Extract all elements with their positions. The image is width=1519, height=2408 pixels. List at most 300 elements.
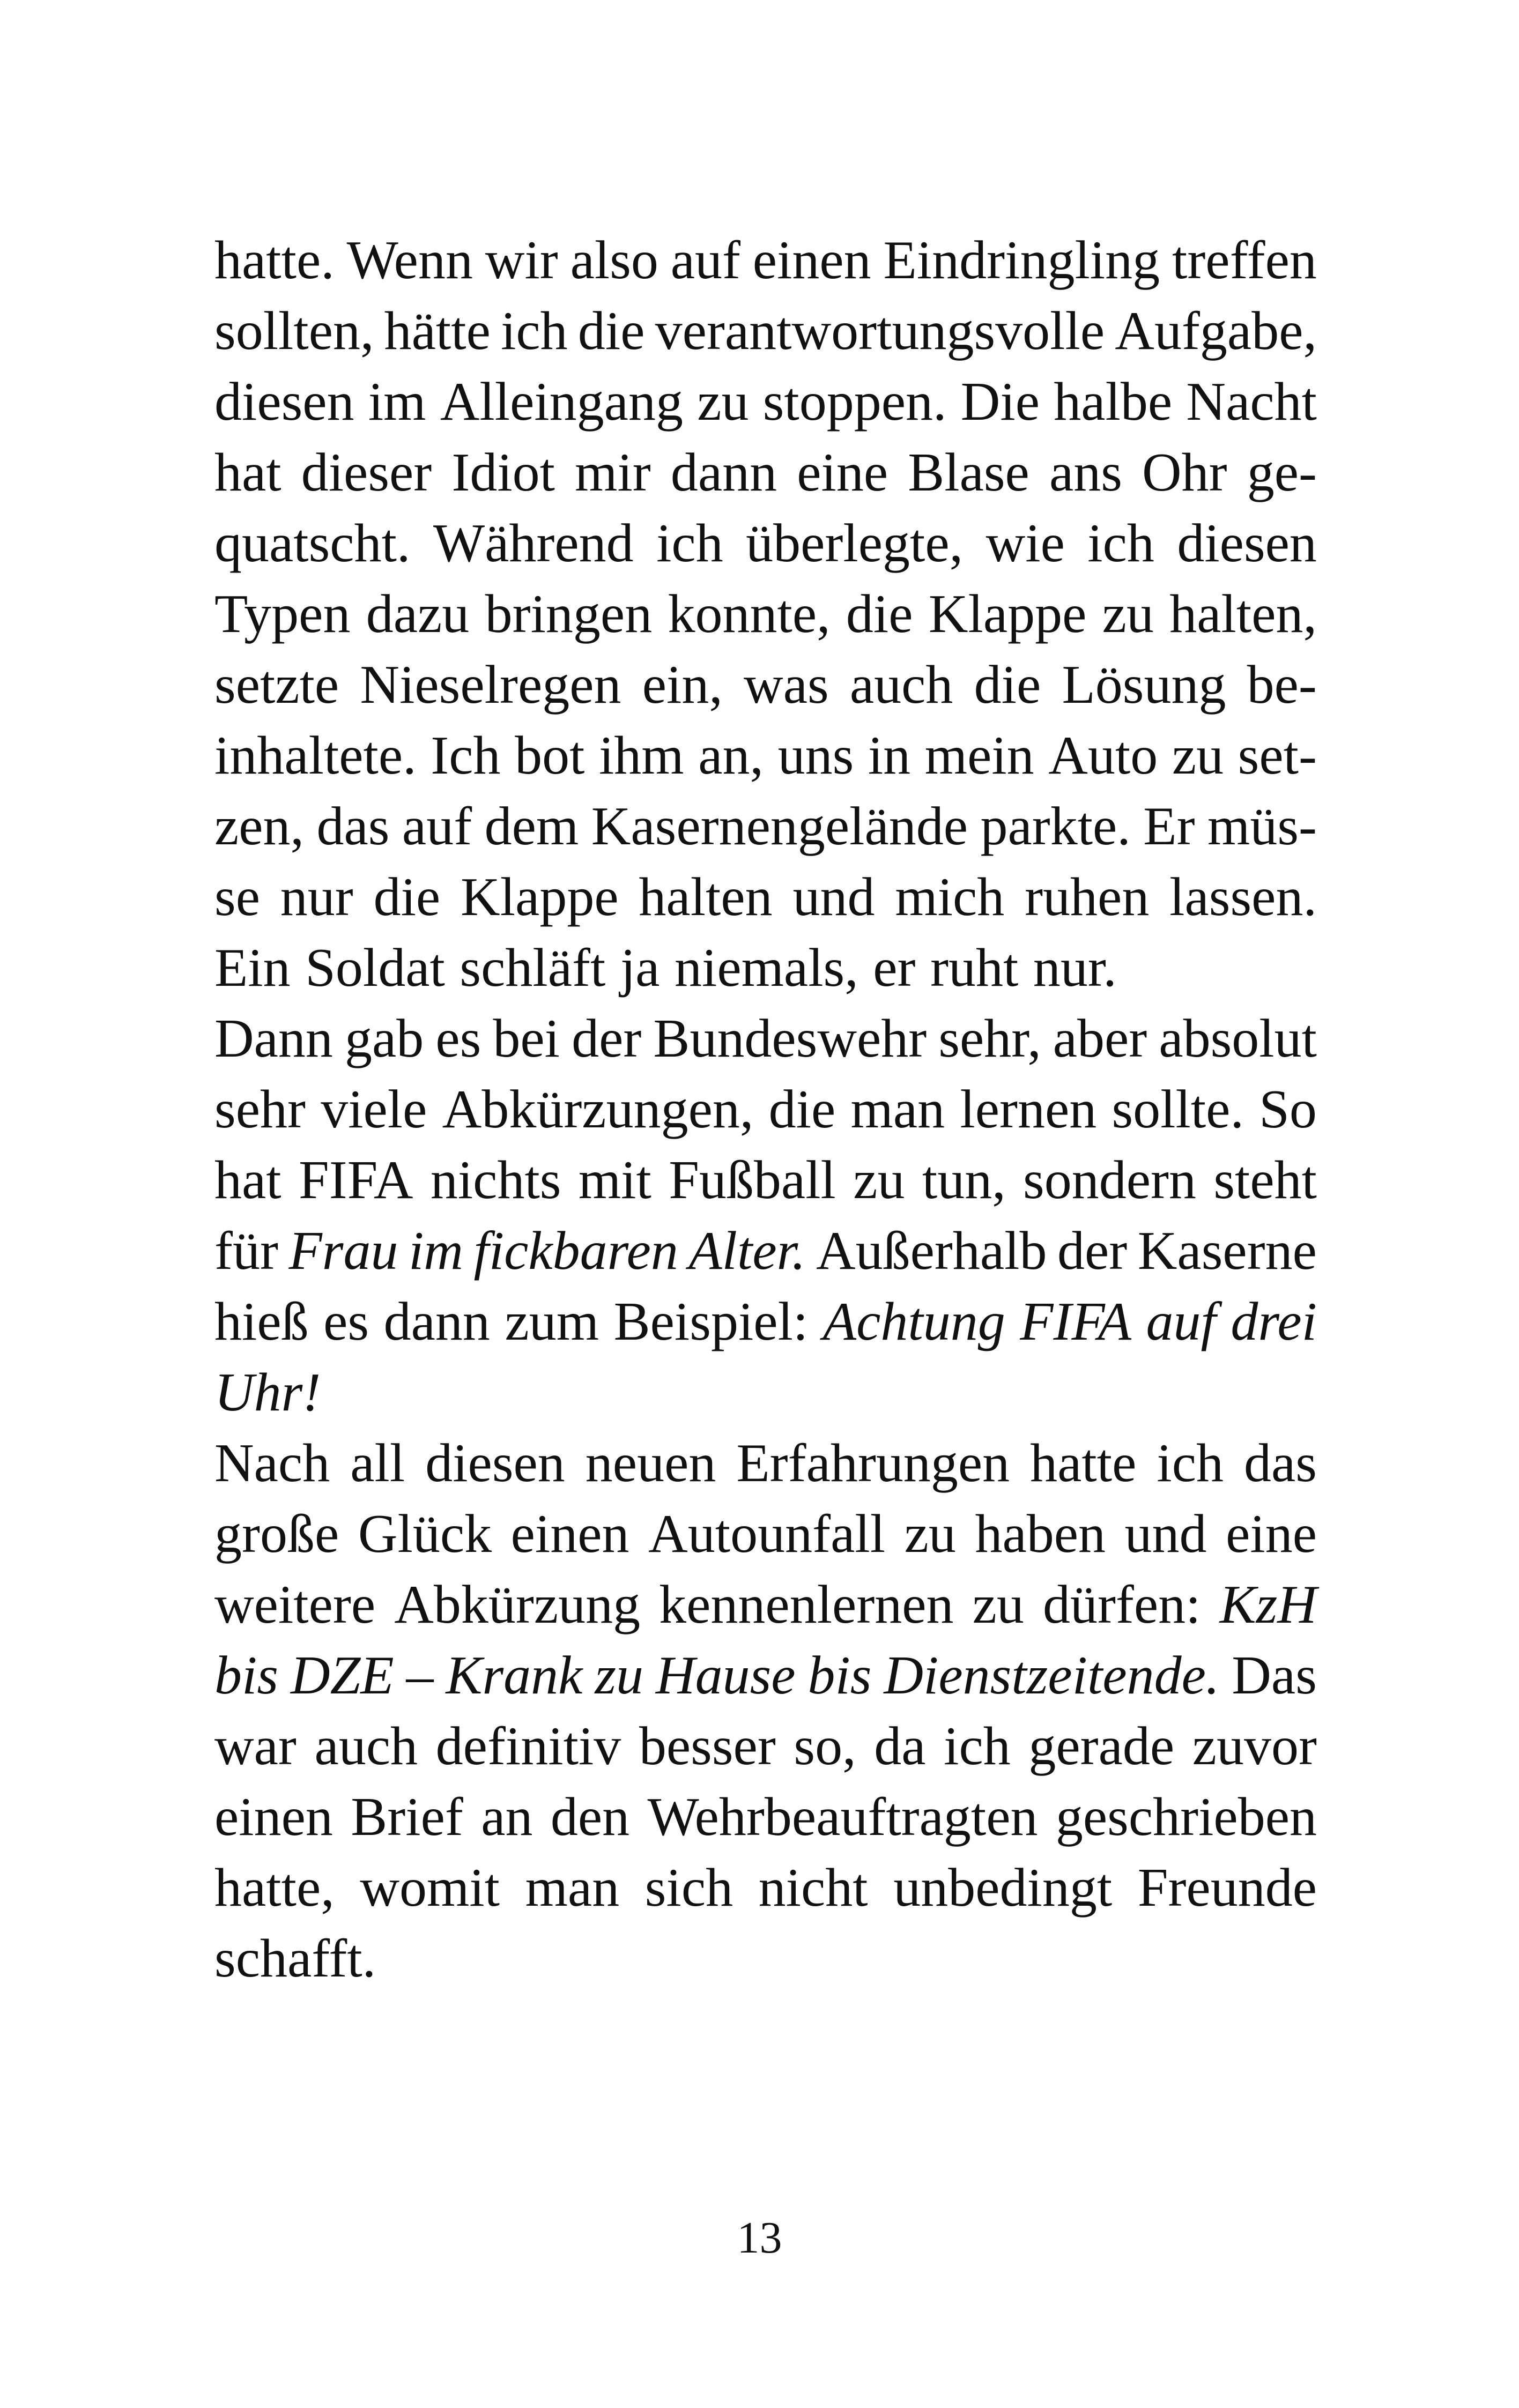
word [1048, 720, 1158, 791]
word-text: das [1244, 1433, 1317, 1493]
italic-word [446, 1640, 582, 1711]
word [908, 437, 1029, 508]
text-line [214, 508, 1317, 579]
word-text: setzte [214, 655, 339, 715]
word [214, 862, 260, 933]
word-text: er [873, 938, 916, 998]
word-text: aber [1053, 1008, 1147, 1069]
word [485, 579, 653, 650]
word-text: für [214, 1221, 278, 1281]
word-text: So [1259, 1079, 1317, 1140]
word [214, 579, 350, 650]
word [214, 1428, 330, 1499]
text-line [214, 1782, 1317, 1853]
word-text: be- [1247, 655, 1317, 715]
word-text: nichts [430, 1150, 561, 1210]
italic-word [1020, 1287, 1131, 1357]
word-text: lernen [960, 1079, 1097, 1140]
word-text: Während [433, 513, 634, 574]
word-text: halbe [1054, 371, 1173, 432]
word [575, 437, 651, 508]
word [816, 1216, 1047, 1287]
italic-word [288, 1216, 398, 1287]
word-text: Abkürzungen, [442, 1079, 754, 1140]
word [1142, 437, 1227, 508]
word [746, 508, 963, 579]
italic-word [214, 1640, 278, 1711]
word [374, 862, 441, 933]
word [675, 933, 858, 1004]
word-text: eine [1226, 1504, 1317, 1564]
word-text: Wehrbeauftragten [647, 1787, 1038, 1847]
word-text: gerade [1028, 1716, 1175, 1777]
word-text: schläft [460, 938, 606, 998]
word-text: Blase [908, 442, 1029, 503]
word-text: auf [670, 230, 740, 291]
word [698, 720, 764, 791]
word [1186, 367, 1317, 437]
word [930, 933, 1018, 1004]
word-text: so, [794, 1716, 856, 1777]
word-text: und [792, 867, 875, 927]
word-text: im [408, 1221, 463, 1281]
word [214, 1004, 333, 1074]
word-text: fickbaren [473, 1221, 678, 1281]
word [1112, 1074, 1243, 1145]
word-text: diesen [1177, 513, 1317, 574]
word-text: sollte. [1112, 1079, 1244, 1140]
word-text: überlegte, [746, 513, 964, 574]
word-text: große [214, 1504, 339, 1564]
word [1207, 791, 1317, 862]
word [366, 579, 470, 650]
word-text: diesen [425, 1433, 565, 1493]
word [461, 862, 619, 933]
word [214, 1287, 309, 1357]
word-text: zu [972, 1574, 1024, 1635]
word-text: Bundeswehr [653, 1008, 927, 1069]
word-text: hatte. [214, 230, 335, 291]
word [1028, 1711, 1174, 1782]
word-text: besser [639, 1716, 776, 1777]
word [759, 1853, 868, 1923]
word-text: an [481, 1787, 533, 1847]
word-text: Dann [214, 1008, 333, 1069]
word [1023, 1145, 1196, 1216]
word-text: zuvor [1192, 1716, 1317, 1777]
word-text: dann [670, 442, 777, 503]
word-suffix: . [792, 1221, 806, 1281]
word [433, 508, 634, 579]
word [578, 296, 645, 367]
word [1143, 791, 1195, 862]
word [792, 862, 875, 933]
text-line [214, 720, 1317, 791]
word [973, 1570, 1024, 1640]
italic-word [595, 1640, 643, 1711]
word-text: es [435, 1008, 481, 1069]
word-text: viele [321, 1079, 427, 1140]
word-text: zu [904, 1504, 956, 1564]
word-text: Nach [214, 1433, 330, 1493]
word [846, 579, 913, 650]
word-text: Wenn [346, 230, 473, 291]
word-text: hatte [1030, 1433, 1137, 1493]
word [895, 862, 1004, 933]
word-text: ein, [642, 655, 723, 715]
word-text: ja [620, 938, 660, 998]
word [1087, 508, 1154, 579]
word [1033, 933, 1117, 1004]
word-text: Das [1232, 1645, 1317, 1706]
word-text: verantwortungsvolle [655, 301, 1105, 361]
word-text: bringen [485, 584, 653, 644]
word [1138, 1216, 1317, 1287]
word-text: nur. [1033, 938, 1117, 998]
word-text: müs- [1207, 796, 1317, 857]
word-text: zu [595, 1645, 644, 1706]
word-text: es [323, 1291, 369, 1352]
word [744, 650, 829, 720]
word [1053, 1004, 1147, 1074]
word [639, 862, 772, 933]
word-text: der [1057, 1221, 1128, 1281]
word [1259, 1074, 1317, 1145]
word [944, 1711, 1011, 1782]
word [868, 720, 910, 791]
word [214, 367, 354, 437]
word [975, 1499, 1106, 1570]
word [659, 1570, 953, 1640]
word [360, 650, 621, 720]
word-text: Typen [214, 584, 351, 644]
word [511, 1499, 629, 1570]
word-text: halten [639, 867, 773, 927]
word [591, 791, 968, 862]
word [214, 1145, 281, 1216]
word-text: im [368, 371, 426, 432]
word [645, 1853, 733, 1923]
word-text: Ich [431, 725, 501, 786]
word-text: auf [402, 796, 472, 857]
word-text: Uhr! [214, 1362, 321, 1423]
word [655, 296, 1105, 367]
word [551, 1782, 629, 1853]
word [1054, 367, 1172, 437]
word [1025, 862, 1149, 933]
word [214, 791, 304, 862]
word [1226, 1499, 1317, 1570]
word [929, 579, 1087, 650]
word [214, 650, 339, 720]
word [358, 1499, 492, 1570]
word [425, 1428, 565, 1499]
word [671, 225, 740, 296]
word [736, 1428, 1010, 1499]
word-text: ich [944, 1716, 1011, 1777]
text-line [214, 225, 1317, 296]
word-text: stoppen. [762, 371, 947, 432]
word [214, 1216, 278, 1287]
word-text: Lösung [1062, 655, 1226, 715]
word-text: Krank [446, 1645, 583, 1706]
word-text: dürfen: [1042, 1574, 1201, 1635]
word-text: Klappe [461, 867, 619, 927]
word [402, 791, 472, 862]
word-text: hatte, [214, 1857, 335, 1918]
word-text: Die [960, 371, 1040, 432]
word-text: KzH [1219, 1574, 1317, 1635]
word-text: inhaltete. [214, 725, 417, 786]
word-text: neuen [585, 1433, 716, 1493]
word-text: drei [1231, 1291, 1317, 1352]
text-line [214, 1357, 1317, 1428]
word [647, 1782, 1038, 1853]
word [214, 1923, 376, 1994]
word [305, 933, 445, 1004]
word-text: wir [485, 230, 558, 291]
word-text: das [316, 796, 390, 857]
word-text: auch [314, 1716, 418, 1777]
word [986, 508, 1065, 579]
word-text: unbedingt [893, 1857, 1113, 1918]
word-text: der [572, 1008, 642, 1069]
word-text: den [550, 1787, 630, 1847]
text-line [214, 1287, 1317, 1357]
word-text: definitiv [435, 1716, 621, 1777]
text-line [214, 1216, 1317, 1287]
word-text: nur [280, 867, 353, 927]
word [350, 1428, 405, 1499]
word-text: absolut [1159, 1008, 1317, 1069]
word [515, 720, 584, 791]
word-text: Fußball [669, 1150, 836, 1210]
word-text: war [214, 1716, 297, 1777]
word-text: Alleingang [440, 371, 683, 432]
text-line [214, 1004, 1317, 1074]
word [431, 1145, 561, 1216]
word [436, 1711, 621, 1782]
word [763, 367, 947, 437]
word-text: zu [697, 371, 749, 432]
word [1192, 1711, 1317, 1782]
word [493, 1004, 560, 1074]
word [1102, 579, 1154, 650]
word-text: weitere [214, 1574, 376, 1635]
italic-word [688, 1216, 805, 1287]
italic-word [656, 1640, 796, 1711]
text-line [214, 296, 1317, 367]
word-text: Außerhalb [816, 1221, 1047, 1281]
word-text: sehr [214, 1079, 306, 1140]
word [905, 1499, 956, 1570]
word-text: Auto [1048, 725, 1158, 786]
word-text: set- [1238, 725, 1317, 786]
word-text: einen [752, 230, 871, 291]
word [214, 508, 410, 579]
word-text: Achtung [823, 1291, 1005, 1352]
word [1169, 862, 1317, 933]
word-text: mir [575, 442, 651, 503]
word [301, 437, 432, 508]
text-line [214, 933, 1317, 1004]
word-text: ans [1049, 442, 1122, 503]
word [648, 1499, 885, 1570]
word-text: ruhen [1025, 867, 1150, 927]
word [1244, 1428, 1317, 1499]
word [642, 650, 723, 720]
word [1172, 225, 1317, 296]
word-text: Hause [655, 1645, 796, 1706]
word [925, 720, 1034, 791]
word [1213, 1145, 1317, 1216]
text-line [214, 1145, 1317, 1216]
italic-word [409, 1216, 463, 1287]
italic-word [1220, 1570, 1317, 1640]
word-text: – [406, 1645, 434, 1706]
word [960, 1074, 1096, 1145]
word-text: auch [849, 655, 953, 715]
word-text: se [214, 867, 260, 927]
word [961, 367, 1040, 437]
word [653, 1004, 927, 1074]
text-line [214, 1640, 1317, 1711]
word [214, 720, 417, 791]
word [317, 791, 390, 862]
word-text: auf [1146, 1291, 1216, 1352]
word-text: Er [1143, 796, 1195, 857]
word-text: all [350, 1433, 405, 1493]
word-text: bis [807, 1645, 872, 1706]
word-text: Alter [688, 1221, 792, 1281]
word-text: Soldat [305, 938, 445, 998]
word [440, 367, 683, 437]
word [214, 1853, 335, 1923]
word [639, 1711, 776, 1782]
word [1056, 1782, 1317, 1853]
text-line [214, 437, 1317, 508]
word-text: sehr, [938, 1008, 1041, 1069]
word-text: Beispiel: [613, 1291, 809, 1352]
word [572, 1004, 641, 1074]
word [853, 1145, 905, 1216]
word [214, 1074, 306, 1145]
word [1157, 1428, 1224, 1499]
word-text: womit [360, 1857, 500, 1918]
word-text: Brief [351, 1787, 463, 1847]
word-text: dieser [301, 442, 432, 503]
word [1238, 720, 1317, 791]
word-text: Kasernengelände [591, 796, 968, 857]
word-text: sondern [1023, 1150, 1196, 1210]
word-text: konnte, [668, 584, 831, 644]
word-text: Eindringling [883, 230, 1160, 291]
word-text: in [868, 725, 911, 786]
word-text: was [744, 655, 829, 715]
word-text: mein [924, 725, 1034, 786]
word-text: an, [698, 725, 764, 786]
word-text: Erfahrungen [736, 1433, 1010, 1493]
word-text: mich [895, 867, 1005, 927]
word [974, 650, 1041, 720]
word [442, 1074, 754, 1145]
word-text: steht [1213, 1150, 1317, 1210]
page-number: 13 [737, 2213, 782, 2263]
word [668, 579, 830, 650]
word [1049, 437, 1122, 508]
word [323, 1287, 369, 1357]
word-text: hat [214, 442, 281, 503]
word [614, 1287, 809, 1357]
italic-word [214, 1357, 321, 1428]
word [570, 225, 658, 296]
word-text: Nacht [1186, 371, 1317, 432]
word [884, 225, 1160, 296]
text-line [214, 650, 1317, 720]
word [620, 933, 660, 1004]
word [794, 1711, 856, 1782]
word [1043, 1570, 1201, 1640]
word [347, 225, 473, 296]
word [481, 1782, 532, 1853]
word [451, 437, 555, 508]
word-text: hätte [384, 301, 491, 361]
word-text: einen [214, 1787, 333, 1847]
word-text: bei [493, 1008, 560, 1069]
word [315, 1711, 418, 1782]
word [501, 296, 568, 367]
word-text: kennenlernen [659, 1574, 954, 1635]
word [873, 933, 915, 1004]
word-text: ich [501, 301, 568, 361]
word-text: geschrieben [1055, 1787, 1317, 1847]
word-text: zum [505, 1291, 599, 1352]
word-text: diesen [214, 371, 354, 432]
page-body-text [214, 225, 1317, 1994]
word-text: treffen [1172, 230, 1317, 291]
word-text: quatscht. [214, 513, 411, 574]
word [938, 1004, 1041, 1074]
word [345, 1004, 424, 1074]
word-text: parkte. [980, 796, 1131, 857]
word-text: man [525, 1857, 620, 1918]
word [505, 1287, 599, 1357]
word-text: lassen. [1169, 867, 1317, 927]
word [431, 720, 500, 791]
word-text: zu [1102, 584, 1154, 644]
word-text: Glück [358, 1504, 492, 1564]
text-line [214, 791, 1317, 862]
word [214, 933, 291, 1004]
word [599, 720, 684, 791]
italic-word [291, 1640, 394, 1711]
word-text: einen [510, 1504, 629, 1564]
text-line [214, 1499, 1317, 1570]
word-text: die [846, 584, 913, 644]
word-text: nicht [758, 1857, 868, 1918]
text-line [214, 1074, 1317, 1145]
word-text: also [570, 230, 658, 291]
word [1232, 1640, 1317, 1711]
word [368, 367, 426, 437]
word [797, 437, 888, 508]
word-text: Freunde [1137, 1857, 1317, 1918]
word-text: FIFA [1020, 1291, 1131, 1352]
word-text: ich [656, 513, 723, 574]
word-text: zu [1172, 725, 1224, 786]
word [214, 225, 335, 296]
word-text: mit [578, 1150, 651, 1210]
